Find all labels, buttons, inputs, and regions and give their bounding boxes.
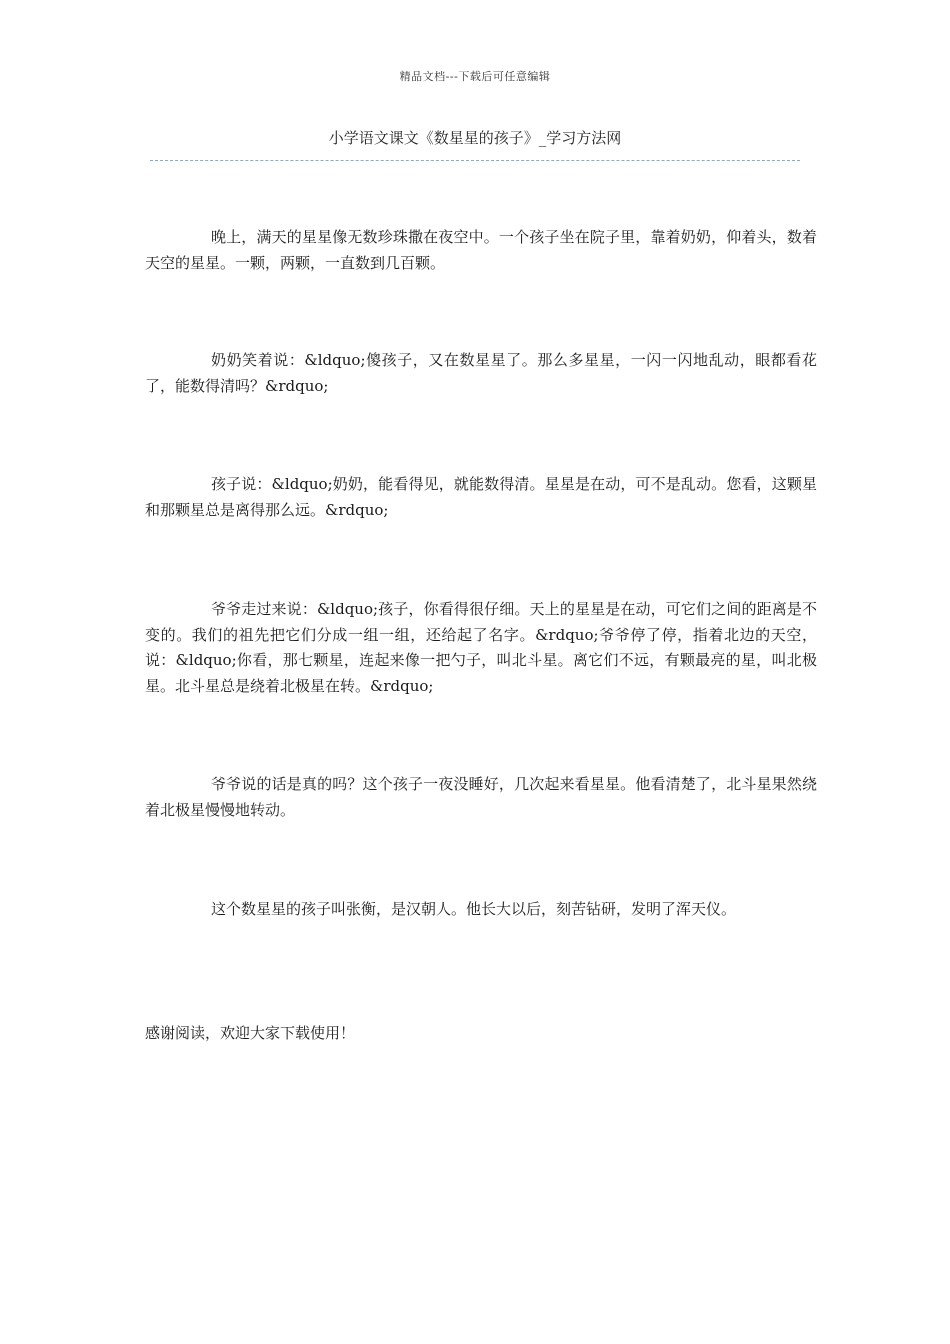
page-header-note: 精品文档---下载后可任意编辑 (399, 70, 551, 83)
closing-note: 感谢阅读，欢迎大家下载使用！ (145, 1024, 356, 1042)
paragraph: 奶奶笑着说：&ldquo;傻孩子，又在数星星了。那么多星星，一闪一闪地乱动，眼都看花了，能数得清吗？&rdquo; (145, 351, 817, 395)
document-title: 小学语文课文《数星星的孩子》_学习方法网 (328, 129, 622, 147)
paragraph: 晚上，满天的星星像无数珍珠撒在夜空中。一个孩子坐在院子里，靠着奶奶，仰着头，数着天空的星星。一颗，两颗，一直数到几百颗。 (145, 228, 817, 272)
paragraph: 这个数星星的孩子叫张衡，是汉朝人。他长大以后，刻苦钻研，发明了浑天仪。 (211, 900, 737, 918)
paragraph: 孩子说：&ldquo;奶奶，能看得见，就能数得清。星星是在动，可不是乱动。您看，这颗星和那颗星总是离得那么远。&rdquo; (145, 475, 817, 519)
paragraph: 爷爷走过来说：&ldquo;孩子，你看得很仔细。天上的星星是在动，可它们之间的距离是不变的。我们的祖先把它们分成一组一组，还给起了名字。&rdquo;爷爷停了停，指着北边的天空，说：&ldquo;你看，那七颗星，连起来像一把勺子，叫北斗星。离它们不远，有颗最亮的星，叫北极星。北斗星总是绕着北极星在转。&rdquo; (145, 600, 817, 695)
title-divider (150, 160, 800, 161)
paragraph: 爷爷说的话是真的吗？这个孩子一夜没睡好，几次起来看星星。他看清楚了，北斗星果然绕着北极星慢慢地转动。 (145, 775, 817, 819)
